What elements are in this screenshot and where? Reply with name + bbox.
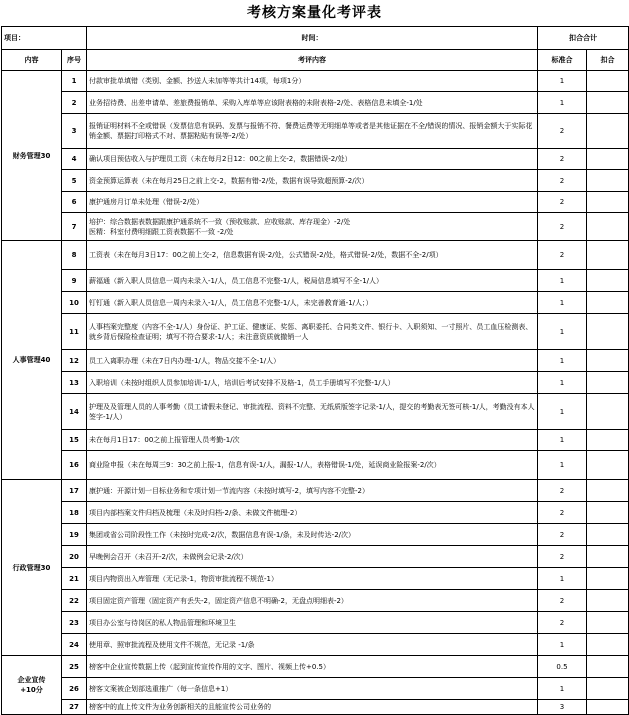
row-deduction-cell[interactable]	[587, 524, 629, 546]
row-criteria: 榜客中的直上传文件为业务创新相关的且能宣传公司业务的	[87, 700, 538, 715]
row-seq: 4	[62, 149, 87, 170]
table-row	[2, 149, 629, 170]
row-deduction-cell[interactable]	[587, 314, 629, 350]
row-criteria: 人事档案完整度（内容不全-1/人）身份证、护工证、健康证、奖惩、离职委托、合同类文件、银行卡、入职须知、一寸照片、员工血压检测表、就乡背后保险检查证明；填写不符合要求-1/人；未注意资质就撤销一人	[87, 314, 538, 350]
row-seq: 10	[62, 292, 87, 314]
table-row	[2, 590, 629, 612]
header-deduct: 扣合	[587, 50, 629, 71]
row-standard-score: 1	[538, 71, 587, 92]
row-deduction-cell[interactable]	[587, 546, 629, 568]
row-seq: 8	[62, 241, 87, 270]
table-row	[2, 700, 629, 715]
row-standard-score: 1	[538, 350, 587, 372]
row-deduction-cell[interactable]	[587, 192, 629, 213]
category-cell: 企业宣传 +10分	[2, 656, 62, 715]
row-seq: 7	[62, 213, 87, 241]
row-standard-score: 1	[538, 314, 587, 350]
row-seq: 12	[62, 350, 87, 372]
row-seq: 1	[62, 71, 87, 92]
row-standard-score: 2	[538, 480, 587, 502]
header-seq: 序号	[62, 50, 87, 71]
row-seq: 24	[62, 634, 87, 656]
row-standard-score: 2	[538, 213, 587, 241]
row-deduction-cell[interactable]	[587, 270, 629, 292]
table-row	[2, 430, 629, 451]
row-criteria: 业务招待费、出差申请单、差旅费报销单、采购入库单等应该附表格的未附表格-2/处、表格信息未填全-1/处	[87, 92, 538, 114]
row-criteria: 项目办公室与待岗区的私人物品管理和环境卫生	[87, 612, 538, 634]
row-standard-score: 3	[538, 700, 587, 715]
row-seq: 5	[62, 170, 87, 192]
row-deduction-cell[interactable]	[587, 170, 629, 192]
category-cell: 财务管理30	[2, 71, 62, 241]
category-cell: 行政管理30	[2, 480, 62, 656]
table-row	[2, 678, 629, 700]
row-seq: 11	[62, 314, 87, 350]
row-seq: 3	[62, 114, 87, 149]
row-seq: 23	[62, 612, 87, 634]
table-row	[2, 292, 629, 314]
row-standard-score: 1	[538, 270, 587, 292]
row-seq: 19	[62, 524, 87, 546]
row-standard-score: 2	[538, 241, 587, 270]
row-criteria: 培护：综合数据表数据跟康护通系统不一致（预收账款、应收账款、库存现金）-2/处 医精：科室付费明细跟工资表数据不一致 -2/处	[87, 213, 538, 241]
row-criteria: 员工入离职办理（未在7日内办理-1/人，物品交接不全-1/人）	[87, 350, 538, 372]
row-seq: 22	[62, 590, 87, 612]
row-standard-score: 1	[538, 678, 587, 700]
row-deduction-cell[interactable]	[587, 213, 629, 241]
row-deduction-cell[interactable]	[587, 700, 629, 715]
header-content: 内容	[2, 50, 62, 71]
row-seq: 21	[62, 568, 87, 590]
row-deduction-cell[interactable]	[587, 480, 629, 502]
row-deduction-cell[interactable]	[587, 451, 629, 480]
row-deduction-cell[interactable]	[587, 292, 629, 314]
row-seq: 27	[62, 700, 87, 715]
row-criteria: 确认项目预估收入与护理员工资（未在每月2日12：00之前上交-2，数据错误-2/处）	[87, 149, 538, 170]
row-deduction-cell[interactable]	[587, 92, 629, 114]
table-row	[2, 170, 629, 192]
row-standard-score: 2	[538, 546, 587, 568]
row-seq: 14	[62, 394, 87, 430]
row-seq: 16	[62, 451, 87, 480]
row-standard-score: 1	[538, 292, 587, 314]
row-deduction-cell[interactable]	[587, 350, 629, 372]
row-deduction-cell[interactable]	[587, 71, 629, 92]
row-seq: 15	[62, 430, 87, 451]
row-standard-score: 1	[538, 394, 587, 430]
row-deduction-cell[interactable]	[587, 590, 629, 612]
row-standard-score: 0.5	[538, 656, 587, 678]
row-criteria: 集团或省公司阶段性工作（未按时完成-2/次，数据信息有误-1/条，未及时传达-2/次）	[87, 524, 538, 546]
row-deduction-cell[interactable]	[587, 634, 629, 656]
row-deduction-cell[interactable]	[587, 149, 629, 170]
table-row	[2, 612, 629, 634]
row-seq: 13	[62, 372, 87, 394]
row-standard-score: 2	[538, 114, 587, 149]
table-row	[2, 213, 629, 241]
row-criteria: 未在每月1日17：00之前上报管理人员考勤-1/次	[87, 430, 538, 451]
row-deduction-cell[interactable]	[587, 372, 629, 394]
row-seq: 18	[62, 502, 87, 524]
table-row	[2, 394, 629, 430]
table-row	[2, 480, 629, 502]
project-label: 项目：	[2, 27, 87, 50]
row-deduction-cell[interactable]	[587, 430, 629, 451]
table-row	[2, 546, 629, 568]
row-seq: 2	[62, 92, 87, 114]
total-deduction-label: 扣合合计	[538, 27, 629, 50]
row-criteria: 商业险申报（未在每周三9：30之前上报-1，信息有误-1/人，漏报-1/人，表格错误-1/处，延误商业险报案-2/次）	[87, 451, 538, 480]
row-deduction-cell[interactable]	[587, 678, 629, 700]
assessment-table	[1, 26, 629, 715]
row-deduction-cell[interactable]	[587, 502, 629, 524]
row-standard-score: 2	[538, 192, 587, 213]
table-row	[2, 270, 629, 292]
row-standard-score: 1	[538, 634, 587, 656]
table-row	[2, 92, 629, 114]
row-seq: 25	[62, 656, 87, 678]
row-seq: 6	[62, 192, 87, 213]
row-standard-score: 2	[538, 149, 587, 170]
info-row	[2, 27, 629, 50]
row-criteria: 薪福通（新入职人员信息一周内未录入-1/人，员工信息不完整-1/人，税局信息填写不全-1/人）	[87, 270, 538, 292]
time-label: 时间：	[87, 27, 538, 50]
row-deduction-cell[interactable]	[587, 241, 629, 270]
row-criteria: 付款审批单填错（类别、金额、抄送人未加等等共计14项，每项1分）	[87, 71, 538, 92]
row-seq: 20	[62, 546, 87, 568]
row-standard-score: 2	[538, 612, 587, 634]
table-row	[2, 314, 629, 350]
row-criteria: 早晚例会召开（未召开-2/次，未做例会记录-2/次）	[87, 546, 538, 568]
row-criteria: 资金预算运算表（未在每月25日之前上交-2，数据有错-2/处，数据有误导致超预算-2/次）	[87, 170, 538, 192]
header-row	[2, 50, 629, 71]
table-row	[2, 451, 629, 480]
row-standard-score: 1	[538, 430, 587, 451]
row-standard-score: 2	[538, 524, 587, 546]
row-criteria: 钉钉通（新入职人员信息一周内未录入-1/人，员工信息不完整-1/人，未完善教育通-1/人；）	[87, 292, 538, 314]
row-deduction-cell[interactable]	[587, 612, 629, 634]
table-row	[2, 192, 629, 213]
row-deduction-cell[interactable]	[587, 568, 629, 590]
row-standard-score: 2	[538, 170, 587, 192]
row-deduction-cell[interactable]	[587, 394, 629, 430]
row-criteria: 项目内物资出入库管理（无记录-1，物资审批流程不规范-1）	[87, 568, 538, 590]
row-seq: 17	[62, 480, 87, 502]
table-row	[2, 634, 629, 656]
row-criteria: 入职培训（未按时组织人员参加培训-1/人，培训后考试安排不及格-1，员工手册填写不完整-1/人）	[87, 372, 538, 394]
header-criteria: 考评内容	[87, 50, 538, 71]
table-row	[2, 241, 629, 270]
page-title: 考核方案量化考评表	[247, 5, 382, 21]
row-seq: 9	[62, 270, 87, 292]
row-criteria: 使用章、照审批流程及使用文件不规范，无记录 -1/条	[87, 634, 538, 656]
row-standard-score: 1	[538, 372, 587, 394]
row-criteria: 项目内部档案文件归档及梳理（未及时归档-2/条、未做文件梳理-2）	[87, 502, 538, 524]
row-criteria: 项目固定资产管理（固定资产有丢失-2，固定资产信息不明确-2，无盘点明细表-2）	[87, 590, 538, 612]
row-deduction-cell[interactable]	[587, 656, 629, 678]
row-standard-score: 2	[538, 502, 587, 524]
row-criteria: 护理及及管理人员的人事考勤（员工请假未登记、审批流程、资料不完整、无纸质版签字记录-1/人，提交的考勤表无签可核-1/人，考勤没有本人签字-1/人）	[87, 394, 538, 430]
row-criteria: 工资表（未在每月3日17：00之前上交-2，信息数据有误-2/处，公式错误-2/处，格式错误-2/处，数据不全-2/项）	[87, 241, 538, 270]
row-criteria: 康护通：开源计划一目标业务和专项计划一节流内容（未按时填写-2，填写内容不完整-2）	[87, 480, 538, 502]
table-row	[2, 502, 629, 524]
row-standard-score: 1	[538, 451, 587, 480]
row-standard-score: 1	[538, 568, 587, 590]
table-row	[2, 524, 629, 546]
row-criteria: 榜客文案被企划部选重推广（每一条信息+1）	[87, 678, 538, 700]
category-cell: 人事管理40	[2, 241, 62, 480]
header-standard: 标准合	[538, 50, 587, 71]
row-standard-score: 2	[538, 590, 587, 612]
table-row	[2, 372, 629, 394]
row-criteria: 康护通房月订单未处理（错误-2/处）	[87, 192, 538, 213]
table-row	[2, 114, 629, 149]
row-seq: 26	[62, 678, 87, 700]
table-row	[2, 71, 629, 92]
row-criteria: 榜客中企业宣传数据上传（起到宣传宣传作用的文字、图片、视频上传+0.5）	[87, 656, 538, 678]
row-deduction-cell[interactable]	[587, 114, 629, 149]
row-criteria: 报销证明材料不全或错误（发票信息有误码、发票与报销不符、餐费运费等无明细单等或者是其他证据在不全/错误的情况、报销金额大于实际花销金额、票据打印格式不对、票据粘贴有误等-2/处）	[87, 114, 538, 149]
table-row	[2, 656, 629, 678]
table-row	[2, 568, 629, 590]
row-standard-score: 1	[538, 92, 587, 114]
table-row	[2, 350, 629, 372]
